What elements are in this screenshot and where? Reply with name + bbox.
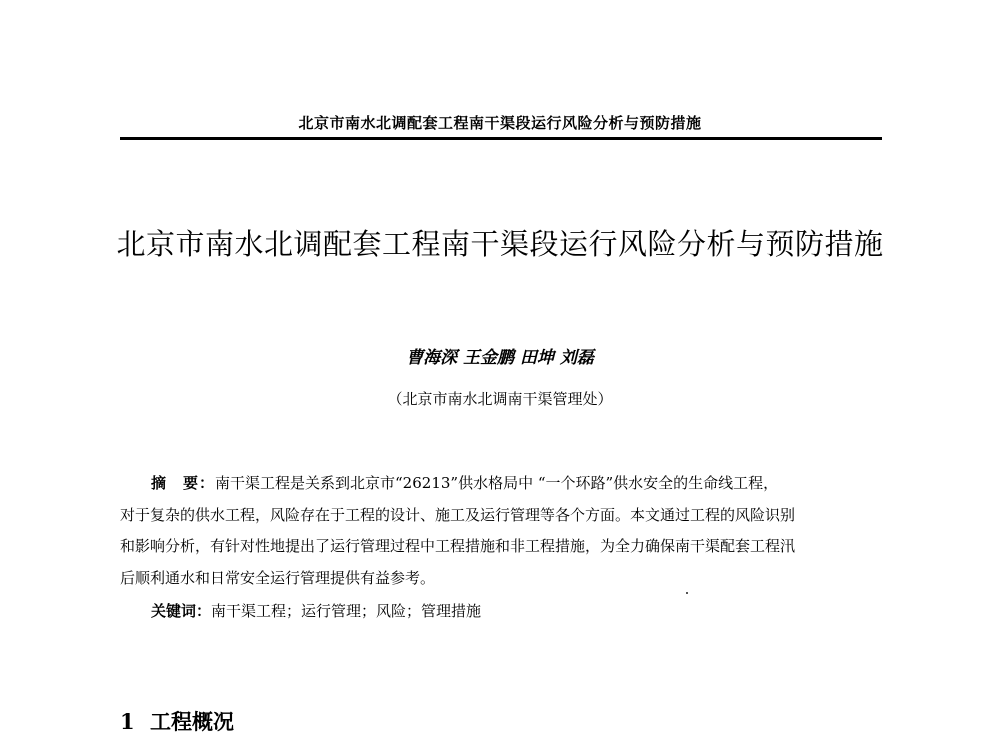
scan-speck bbox=[686, 592, 688, 594]
section-number: 1 bbox=[120, 709, 135, 734]
section-title: 工程概况 bbox=[150, 709, 234, 734]
abstract-line bbox=[120, 468, 882, 500]
abstract-label: 摘 要： bbox=[151, 474, 216, 492]
abstract-line: 后顺利通水和日常安全运行管理提供有益参考。 bbox=[120, 568, 436, 587]
abstract-line: 对于复杂的供水工程，风险存在于工程的设计、施工及运行管理等各个方面。本文通过工程的风险识别 bbox=[120, 505, 796, 524]
keywords bbox=[151, 600, 481, 621]
affiliation: （北京市南水北调南干渠管理处） bbox=[387, 390, 613, 408]
header-rule bbox=[120, 137, 882, 140]
abstract-line: 和影响分析，有针对性地提出了运行管理过程中工程措施和非工程措施，为全力确保南干渠配套工程汛 bbox=[120, 537, 796, 555]
abstract bbox=[120, 468, 882, 594]
paper-title: 北京市南水北调配套工程南干渠段运行风险分析与预防措施 bbox=[116, 227, 884, 261]
keywords-text: 南干渠工程；运行管理；风险；管理措施 bbox=[211, 602, 482, 620]
running-header: 北京市南水北调配套工程南干渠段运行风险分析与预防措施 bbox=[298, 114, 702, 132]
keywords-label: 关键词： bbox=[151, 602, 212, 620]
authors: 曹海深 王金鹏 田坤 刘磊 bbox=[406, 348, 594, 368]
abstract-text: 南干渠工程是关系到北京市“26213”供水格局中 “一个环路”供水安全的生命线工程， bbox=[215, 474, 779, 492]
section-heading bbox=[120, 706, 234, 736]
